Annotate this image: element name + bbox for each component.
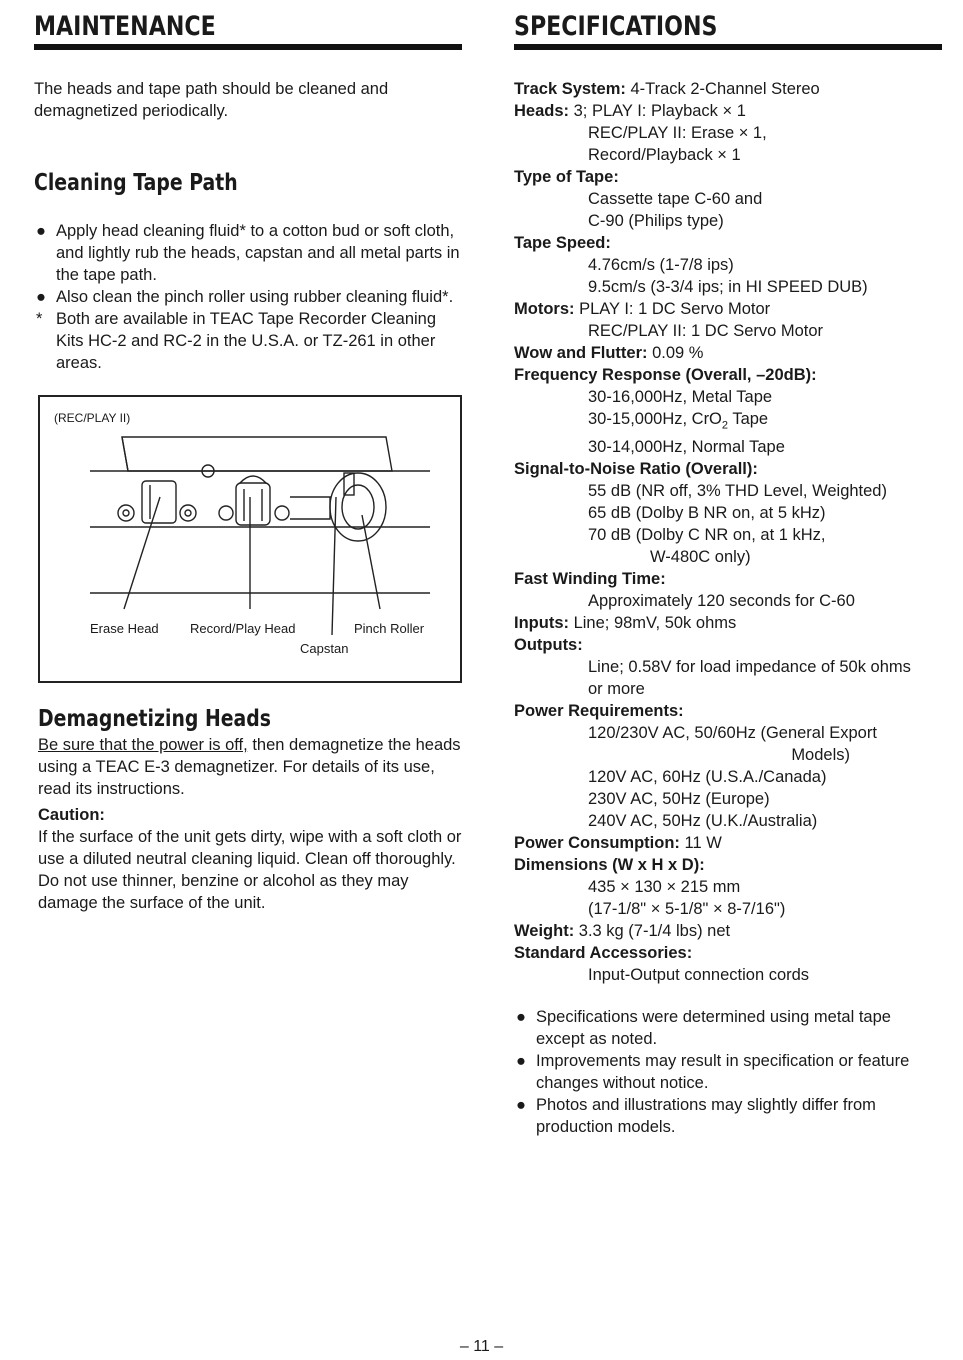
list-item: ● Specifications were determined using metal tape except as noted. xyxy=(516,1008,891,1049)
spec-wow-flutter: Wow and Flutter: 0.09 % xyxy=(514,344,704,362)
list-item: ● Photos and illustrations may slightly differ from production models. xyxy=(516,1096,876,1137)
specifications-title: SPECIFICATIONS xyxy=(514,11,718,42)
specifications-section xyxy=(514,8,942,1138)
maintenance-intro: The heads and tape path should be cleaned and demagnetized periodically. xyxy=(34,80,389,120)
page-number: – 11 – xyxy=(459,1338,504,1355)
spec-frequency-response: Frequency Response (Overall, –20dB): xyxy=(514,366,817,384)
head-assembly-illustration xyxy=(40,397,460,681)
demag-title: Demagnetizing Heads xyxy=(38,706,271,732)
title-rule xyxy=(514,44,942,50)
figure-tag: (REC/PLAY II) xyxy=(54,411,131,425)
spec-list: Track System: 4-Track 2-Channel Stereo Heads: 3; PLAY I: Playback × 1 REC/PLAY II: Erase × 1, Record/Playback × 1 Type of Tape: Cassette tape C-60 and C-90 (Philips type) Tape Speed: 4.76cm/s (1-7/8 ips) 9.5cm/s (3-3/4 ips; in HI SPEED DUB) Motors: PLAY I: 1 DC Servo Motor REC/PLAY II: 1 DC Servo Motor Wow and Flutter: 0.09 % Frequency Response (Overall, –20dB): 30-16,000Hz, Metal Tape 30-15,000Hz, CrO$_2$ Tape 30-14,000Hz, Normal Tape Signal-to-Noise Ratio (Overall): 55 dB (NR off, 3% THD Level, Weighted) 65 dB (Dolby B NR on, at 5 kHz) 70 dB (Dolby C NR on, at 1 kHz, W-480C only) Fast Winding Time: Approximately 120 seconds for C-60 Inputs: Line; 98mV, 50k ohms Outputs: Line; 0.58V for load impedance of 50k ohms or more Power Requirements: 120/230V AC, 50/60Hz (General Export Models) 120V AC, 60Hz (U.S.A./Canada) 230V AC, 50Hz (Europe) 240V AC, 50Hz (U.K./Australia) Power Consumption: 11 W Dimensions (W x H x D): 435 × 130 × 215 mm (17-1/8" × 5-1/8" × 8-7/16") Weight: 3.3 kg (7-1/4 lbs) net Standard Accessories: Input-Output connection cords xyxy=(514,78,942,986)
demag-text: Be sure that the power is off, then demagnetize the heads using a TEAC E-3 demagnetizer. For details of its use, read its instructions. xyxy=(38,736,461,798)
spec-outputs: Outputs: xyxy=(514,636,583,655)
spec-inputs: Inputs: Line; 98mV, 50k ohms xyxy=(514,614,737,633)
spec-track-system: Track System: 4-Track 2-Channel Stereo xyxy=(514,80,820,98)
spec-weight: Weight: 3.3 kg (7-1/4 lbs) net xyxy=(514,922,731,941)
erase-head-label: Erase Head xyxy=(90,621,159,636)
list-item: ● Apply head cleaning fluid* to a cotton bud or soft cloth, and lightly rub the heads, capstan and all metal parts in the tape path. xyxy=(36,222,460,284)
cleaning-title: Cleaning Tape Path xyxy=(34,170,238,196)
head-diagram xyxy=(38,395,462,683)
spec-fast-winding: Fast Winding Time: xyxy=(514,570,666,589)
capstan-label: Capstan xyxy=(300,641,349,656)
spec-motors: Motors: PLAY I: 1 DC Servo Motor xyxy=(514,300,771,318)
pinch-roller-label: Pinch Roller xyxy=(354,621,425,636)
list-item: ● Also clean the pinch roller using rubber cleaning fluid*. xyxy=(36,288,454,306)
spec-dimensions: Dimensions (W x H x D): xyxy=(514,856,705,875)
spec-power-consumption: Power Consumption: 11 W xyxy=(514,834,722,853)
spec-snr: Signal-to-Noise Ratio (Overall): xyxy=(514,460,758,479)
spec-notes xyxy=(514,1006,942,1138)
title-rule xyxy=(34,44,462,50)
spec-tape-type: Type of Tape: xyxy=(514,168,619,186)
spec-tape-speed: Tape Speed: xyxy=(514,234,611,252)
spec-accessories: Standard Accessories: xyxy=(514,944,693,963)
maintenance-title: MAINTENANCE xyxy=(34,11,216,42)
maintenance-section xyxy=(34,8,462,912)
list-item: * Both are available in TEAC Tape Recorder Cleaning Kits HC-2 and RC-2 in the U.S.A. or TZ-261 in other areas. xyxy=(36,310,437,372)
list-item: ● Improvements may result in specification or feature changes without notice. xyxy=(516,1052,910,1093)
cleaning-list xyxy=(34,220,462,374)
record-play-head-label: Record/Play Head xyxy=(190,621,296,636)
spec-heads: Heads: 3; PLAY I: Playback × 1 xyxy=(514,102,746,120)
spec-power-requirements: Power Requirements: xyxy=(514,702,684,721)
caution-text: If the surface of the unit gets dirty, wipe with a soft cloth or use a diluted neutral cleaning liquid. Clean off thoroughly. Do not use thinner, benzine or alcohol as they may damage the surface of the unit. xyxy=(38,828,462,912)
caution-title: Caution: xyxy=(38,806,105,824)
